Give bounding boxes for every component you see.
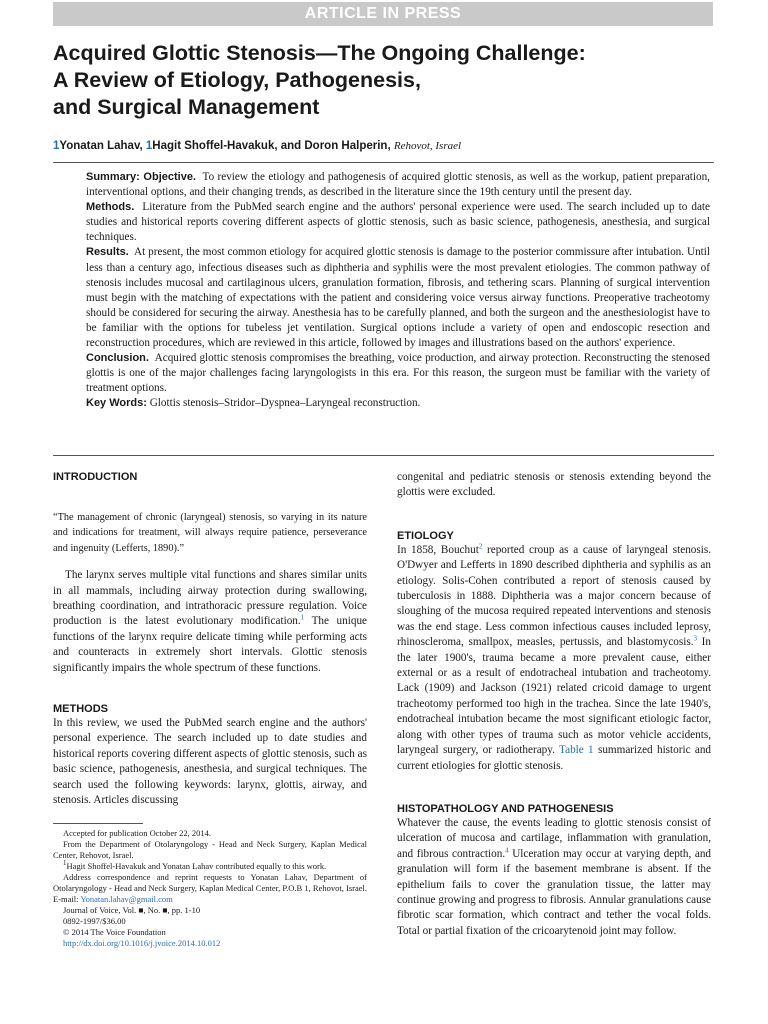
doi-link[interactable]: http://dx.doi.org/10.1016/j.jvoice.2014.10.012 <box>63 937 221 948</box>
abstract-label: Summary: Objective. <box>86 171 196 183</box>
title-line: A Review of Etiology, Pathogenesis, <box>53 68 421 92</box>
title-line: Acquired Glottic Stenosis—The Ongoing Challenge: <box>53 41 586 65</box>
abstract-conclusion <box>86 351 710 396</box>
histopathology-paragraph <box>397 816 711 939</box>
reference-link[interactable]: 2 <box>478 542 483 551</box>
paragraph-text: Ulceration may occur at varying depth, and granulation will form if the basement membrane is absent. If the epithelium fails to cover the granulation tissue, the latter may continue growing and progress to fibrosis. Annular granulations cause fibrotic scar formation, which contract and tether the vocal folds. Total or partial fixation of the cricoarytenoid joint may follow. <box>397 847 712 937</box>
footnote-issn: 0892-1997/$36.00 <box>63 915 126 926</box>
footnotes <box>53 828 367 949</box>
section-heading-etiology: ETIOLOGY <box>397 529 454 542</box>
article-in-press-banner: ARTICLE IN PRESS <box>53 2 713 26</box>
abstract-results <box>86 245 710 351</box>
abstract-top-rule <box>53 162 714 163</box>
intro-paragraph <box>53 568 367 676</box>
footnote-department: From the Department of Otolaryngology - Head and Neck Surgery, Kaplan Medical Center, Rehovot, Israel. <box>53 838 367 860</box>
abstract-label: Conclusion. <box>86 352 149 365</box>
paragraph-text: reported croup as a cause of laryngeal stenosis. O'Dwyer and Lefferts in 1890 described diphtheria and syphilis as an etiology. Solis-Cohen contributed a report of stenosis caused by tuberculosis in 1888. Diphtheria was a major concern because of sloughing of the mucosa required repeated interventions and stenosis was the end stage. Less common infectious causes included leprosy, rhinoscleroma, smallpox, measles, pertussis, and blastomycosis. <box>397 543 711 649</box>
author-affiliation-number: 1 <box>53 140 60 152</box>
paragraph-text: summarized historic and current etiologies for glottic stenosis. <box>397 744 712 772</box>
reference-link[interactable]: 4 <box>505 845 509 854</box>
paragraph-text: Whatever the cause, the events leading to glottic stenosis consist of ulceration of mucosa and cartilage, inflammation with granulation, and fibrous contraction. <box>397 816 711 860</box>
email-link[interactable]: Yonatan.lahav@gmail.com <box>80 893 173 904</box>
footnote-text: Address correspondence and reprint requests to Yonatan Lahav, Department of Otolaryngology - Head and Neck Surgery, Kaplan Medical Center, P.O.B 1, Rehovot, Israel. E-mail: <box>53 871 367 904</box>
author-location: Rehovot, Israel <box>393 140 462 152</box>
abstract-bottom-rule <box>53 455 714 456</box>
paragraph-text: The unique functions of the larynx require delicate timing while performing acts and counteracts in extremely short intervals. Glottic stenosis significantly impairs the whole spectrum of these functions. <box>53 615 368 674</box>
footnote-address <box>53 872 367 905</box>
title-line: and Surgical Management <box>53 95 320 119</box>
footnote-journal: Journal of Voice, Vol. ■, No. ■, pp. 1-10 <box>63 904 201 915</box>
abstract-text: Glottis stenosis–Stridor–Dyspnea–Laryngeal reconstruction. <box>149 397 421 410</box>
section-heading-introduction: INTRODUCTION <box>53 471 138 483</box>
abstract-label: Key Words: <box>86 397 147 410</box>
reference-link[interactable]: 1 <box>300 613 305 622</box>
footnote-number: 1 <box>63 858 67 867</box>
paragraph-text: The larynx serves multiple vital functions and shares similar units in all mammals, including airway protection during swallowing, breathing coordination, and intrathoracic pressure regulation. Voice production is the latest evolutionary modification. <box>53 569 367 628</box>
abstract-text: At present, the most common etiology for acquired glottic stenosis is damage to the posterior commissure after intubation. Until less than a century ago, infectious diseases such as diphtheria and syphilis were the most prevalent etiologies. The common pathway of stenosis includes mucosal and cartilaginous ulcers, granulation formation, fibrosis, and tethering scars. Planning of surgical intervention must begin with the matching of expectations with the patient and considering voice versus airway functions. Preoperative tracheotomy should be considered for securing the airway. Anesthesia has to be carefully planned, and both the surgeon and the anesthesiologist have to be familiar with the options for tubeless jet ventilation. Surgical options include a variety of open and endoscopic resection and reconstruction procedures, which are reviewed in this article, followed by images and illustrations based on the authors' experience. <box>86 246 710 350</box>
section-heading-methods: METHODS <box>53 703 108 716</box>
abstract-label: Methods. <box>86 201 135 214</box>
footnote-rule <box>53 823 143 824</box>
reference-link[interactable]: 3 <box>693 634 697 643</box>
abstract-text: Acquired glottic stenosis compromises the breathing, voice production, and airway protection. Reconstructing the stenosed glottis is one of the major challenges facing laryngologists in this era. For this reason, the surgeon must be familiar with the variety of treatment options. <box>86 352 710 395</box>
abstract-text: Literature from the PubMed search engine and the authors' personal experience were used. The search included up to date studies and historical reports covering different aspects of glottic stenosis, such as basic science, pathogenesis, anesthesia, and surgical techniques. <box>86 201 710 244</box>
abstract-objective <box>86 170 710 200</box>
right-column <box>397 470 711 939</box>
footnote-accepted: Accepted for publication October 22, 2014. <box>63 827 211 838</box>
abstract-keywords <box>86 396 710 411</box>
author-name: Yonatan Lahav, <box>59 140 146 152</box>
footnote-contribution <box>53 858 367 872</box>
epigraph-quote: “The management of chronic (laryngeal) stenosis, so varying in its nature and indications for treatment, will always require patience, perseverance and ingenuity (Lefferts, 1890).” <box>53 512 367 554</box>
footnote-text: Hagit Shoffel-Havakuk and Yonatan Lahav contributed equally to this work. <box>66 860 327 871</box>
abstract-methods <box>86 200 710 245</box>
article-title <box>53 40 713 121</box>
methods-continuation: congenital and pediatric stenosis or stenosis extending beyond the glottis were excluded. <box>397 471 711 499</box>
author-name: Hagit Shoffel-Havakuk, and Doron Halperin, <box>152 140 391 152</box>
table-link[interactable]: Table 1 <box>559 744 594 757</box>
paragraph-text: In the later 1900's, trauma became a more prevalent cause, either external or as a result of endotracheal intubation and tracheotomy. Lack (1909) and Jackson (1921) related cricoid damage to urgent tracheotomy performed too high in the trachea. Since the late 1940's, endotracheal intubation became the most significant etiologic factor, along with other types of trauma such as motor vehicle accidents, laryngeal surgery, or radiotherapy. <box>397 636 711 757</box>
section-heading-histopathology: HISTOPATHOLOGY AND PATHOGENESIS <box>397 802 614 815</box>
abstract <box>86 170 710 412</box>
methods-paragraph: In this review, we used the PubMed search engine and the authors' personal experience. The search included up to date studies and historical reports covering different aspects of glottic stenosis, such as basic science, pathogenesis, anesthesia, and surgical techniques. The search used the following keywords: larynx, glottis, airway, and stenosis. Articles discussing <box>53 717 367 807</box>
abstract-label: Results. <box>86 246 129 259</box>
author-list <box>53 139 713 153</box>
footnote-copyright: © 2014 The Voice Foundation <box>63 926 166 937</box>
author-affiliation-number: 1 <box>145 140 153 152</box>
abstract-text: To review the etiology and pathogenesis of acquired glottic stenosis, as well as the workup, patient preparation, interventional options, and their changing trends, as described in the literature since the 19th century until the present day. <box>86 171 710 199</box>
left-column <box>53 470 367 949</box>
etiology-paragraph <box>397 543 711 774</box>
paragraph-text: In 1858, Bouchut <box>397 543 479 556</box>
